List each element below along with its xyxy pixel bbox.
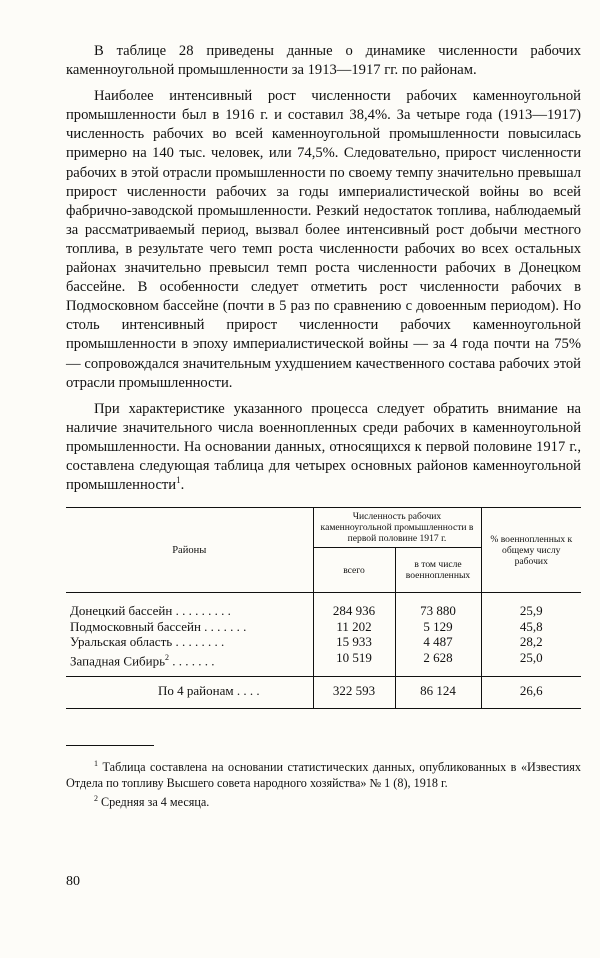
table-row — [66, 603, 581, 619]
pow-share: 25,9 — [481, 603, 581, 619]
page-body — [66, 42, 581, 811]
region-name: Западная Сибирь$^2$ . . . . . . . — [70, 652, 215, 668]
table-row — [66, 650, 581, 677]
table-row — [66, 634, 581, 650]
footnote-ref-1: 1 — [176, 475, 181, 486]
footnote-divider — [66, 745, 154, 746]
header-pow: в том числе военнопленных — [395, 548, 481, 593]
header-total: всего — [313, 548, 395, 593]
footnote-2: $^2$ Средняя за 4 месяца. — [94, 794, 210, 810]
total-workers-sum: 322 593 — [313, 677, 395, 709]
paragraph-3: При характеристике указанного процесса следует обратить внимание на наличие значительного числа военнопленных среди рабочих в каменноугольной промышленности. На основании данных, относящихся к первой половине 1917 г., составлена следующая таблица для четырех основных районов каменноугольной промышленности$^1$. — [66, 400, 581, 494]
pow-workers: 2 628 — [395, 650, 481, 677]
total-workers: 10 519 — [313, 650, 395, 677]
pow-workers-sum: 86 124 — [395, 677, 481, 709]
table-row — [66, 619, 581, 635]
header-regions: Районы — [66, 508, 313, 593]
pow-workers: 5 129 — [395, 619, 481, 635]
total-workers: 284 936 — [313, 603, 395, 619]
paragraph-3-text: При характеристике указанного процесса следует обратить внимание на наличие значительного числа военнопленных среди рабочих в каменноугольной промышленности. На основании данных, относящихся к первой половине 1917 г., составлена следующая таблица для четырех основных районов каменноугольной промышленности — [66, 400, 581, 494]
pow-share: 25,0 — [481, 650, 581, 677]
region-name: Уральская область . . . . . . . . — [70, 634, 225, 650]
pow-share: 45,8 — [481, 619, 581, 635]
paragraph-1: В таблице 28 приведены данные о динамике численности рабочих каменноугольной промышленности за 1913—1917 гг. по районам. — [66, 43, 581, 79]
region-name: Подмосковный бассейн . . . . . . . — [70, 618, 247, 634]
pow-workers: 4 487 — [395, 634, 481, 650]
page-number: 80 — [66, 874, 80, 889]
header-pow-share: % военнопленных к общему числу рабочих — [481, 508, 581, 593]
region-name: Донецкий бассейн . . . . . . . . . — [70, 603, 231, 619]
total-label: По 4 районам . . . . — [66, 677, 313, 709]
pow-share: 28,2 — [481, 634, 581, 650]
workers-table — [66, 507, 581, 709]
pow-workers: 73 880 — [395, 603, 481, 619]
header-workers-group: Численность рабочих каменноугольной промышленности в первой половине 1917 г. — [313, 508, 481, 548]
total-workers: 15 933 — [313, 634, 395, 650]
total-workers: 11 202 — [313, 619, 395, 635]
footnote-1: $^1$ Таблица составлена на основании статистических данных, опубликованных в «Известиях Отдела по топливу Высшего совета народного хозяйства» № 1 (8), 1918 г. — [66, 758, 582, 790]
footnote-ref-2: 2 — [165, 652, 170, 662]
table-total-row — [66, 677, 581, 709]
paragraph-2: Наиболее интенсивный рост численности рабочих каменноугольной промышленности был в 1916 г. и составил 38,4%. За четыре года (1913—1917) численность рабочих во всей каменноугольной промышленности повысилась примерно на 140 тыс. человек, или 74,5%. Следовательно, прирост численности рабочих в этой отрасли промышленности по своему темпу значительно превышал прирост численности рабочих за годы империалистической войны во всей фабрично-заводской промышленности. Резкий недостаток топлива, наблюдаемый за рассматриваемый период, вызвал более интенсивный рост добычи местного топлива, в результате чего темп роста численности рабочих во всех остальных районах значительно превысил темп роста численности рабочих в Донецком бассейне. В особенности следует отметить рост численности рабочих в Подмосковном бассейне (почти в 5 раз по сравнению с довоенным периодом). Но столь интенсивный прирост численности рабочих каменноугольной промышленности в эпоху империалистической войны — за 4 года почти на 75% — сопровождался значительным ухудшением качественного состава рабочих этой отрасли промышленности. — [66, 88, 581, 391]
pow-share-avg: 26,6 — [481, 677, 581, 709]
